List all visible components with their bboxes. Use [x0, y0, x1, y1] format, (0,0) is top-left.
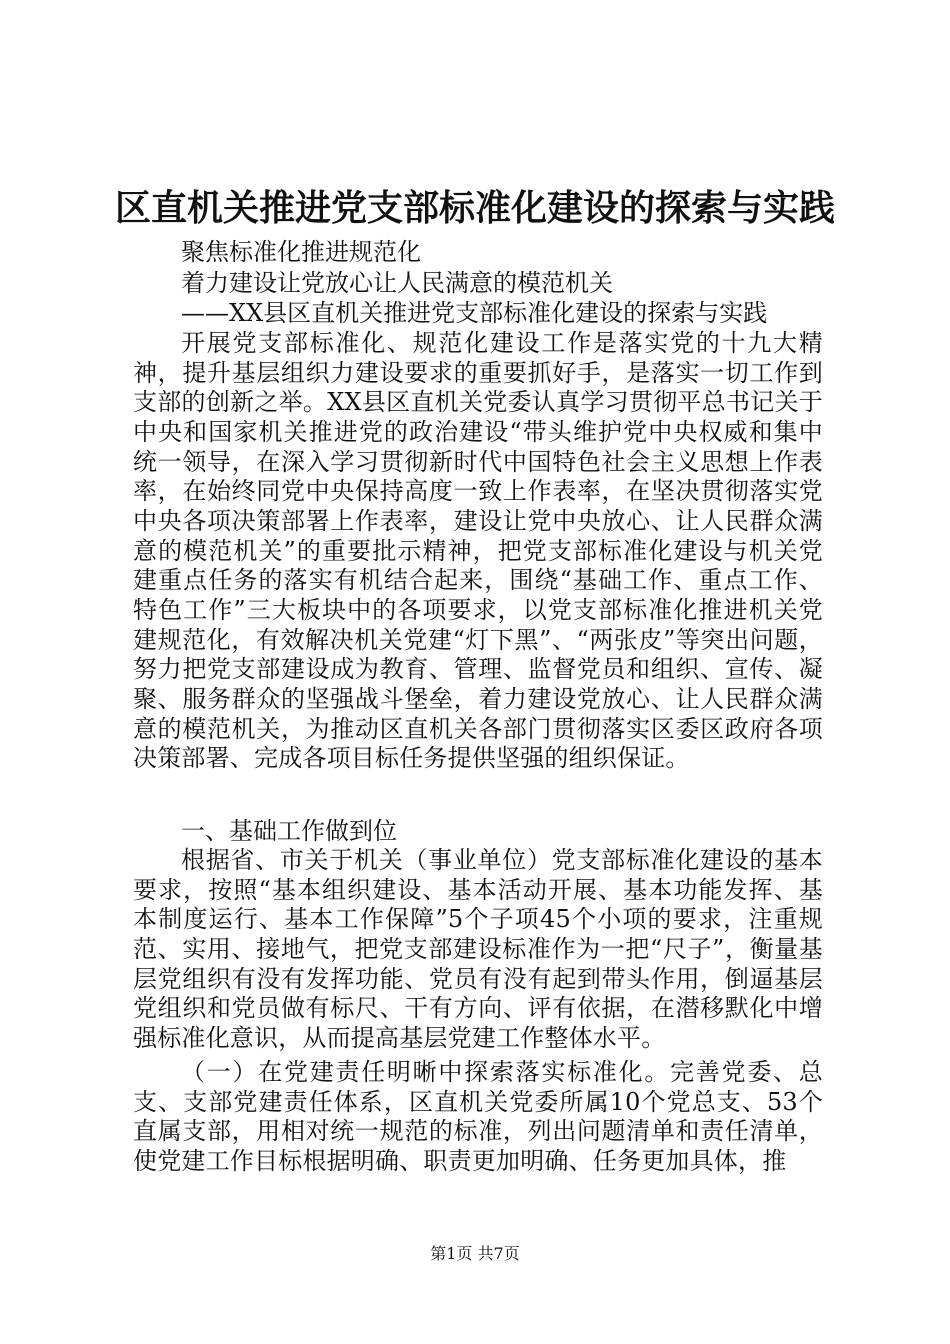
document-title: 区直机关推进党支部标准化建设的探索与实践 [114, 187, 835, 229]
intro-paragraph: 开展党支部标准化、规范化建设工作是落实党的十九大精神，提升基层组织力建设要求的重要抓好手，是落实一切工作到支部的创新之举。XX县区直机关党委认真学习贯彻平总书记关于中央和国家机关推进党的政治建设“带头维护党中央权威和集中统一领导，在深入学习贯彻新时代中国特色社会主义思想上作表率，在始终同党中央保持高度一致上作表率，在坚决贯彻落实党中央各项决策部署上作表率，建设让党中央放心、让人民群众满意的模范机关”的重要批示精神，把党支部标准化建设与机关党建重点任务的落实有机结合起来，围绕“基础工作、重点工作、特色工作”三大板块中的各项要求，以党支部标准化推进机关党建规范化，有效解决机关党建“灯下黑”、“两张皮”等突出问题，努力把党支部建设成为教育、管理、监督党员和组织、宣传、凝聚、服务群众的坚强战斗堡垒，着力建设党放心、让人民群众满意的模范机关，为推动区直机关各部门贯彻落实区委区政府各项决策部署、完成各项目标任务提供坚强的组织保证。 [133, 329, 823, 773]
section-paragraph: 根据省、市关于机关（事业单位）党支部标准化建设的基本要求，按照“基本组织建设、基本活动开展、基本功能发挥、基本制度运行、基本工作保障”5个子项45个小项的要求，注重规范、实用、接地气，把党支部建设标准作为一把“尺子”，衡量基层党组织有没有发挥功能、党员有没有起到带头作用，倒逼基层党组织和党员做有标尺、干有方向、评有依据，在潜移默化中增强标准化意识，从而提高基层党建工作整体水平。 [133, 846, 823, 1052]
subtitle-line-2: 着力建设让党放心让人民满意的模范机关 [181, 269, 613, 297]
section-heading: 一、基础工作做到位 [181, 817, 397, 845]
page-footer: 第1页 共7页 [430, 1244, 520, 1263]
subsection-paragraph: （一）在党建责任明晰中探索落实标准化。完善党委、总支、支部党建责任体系，区直机关党委所属10个党总支、53个直属支部，用相对统一规范的标准，列出问题清单和责任清单，使党建工作目标根据明确、职责更加明确、任务更加具体，推 [133, 1058, 823, 1175]
subtitle-line-1: 聚焦标准化推进规范化 [181, 238, 421, 266]
subtitle-line-3: ——XX县区直机关推进党支部标准化建设的探索与实践 [181, 299, 768, 327]
